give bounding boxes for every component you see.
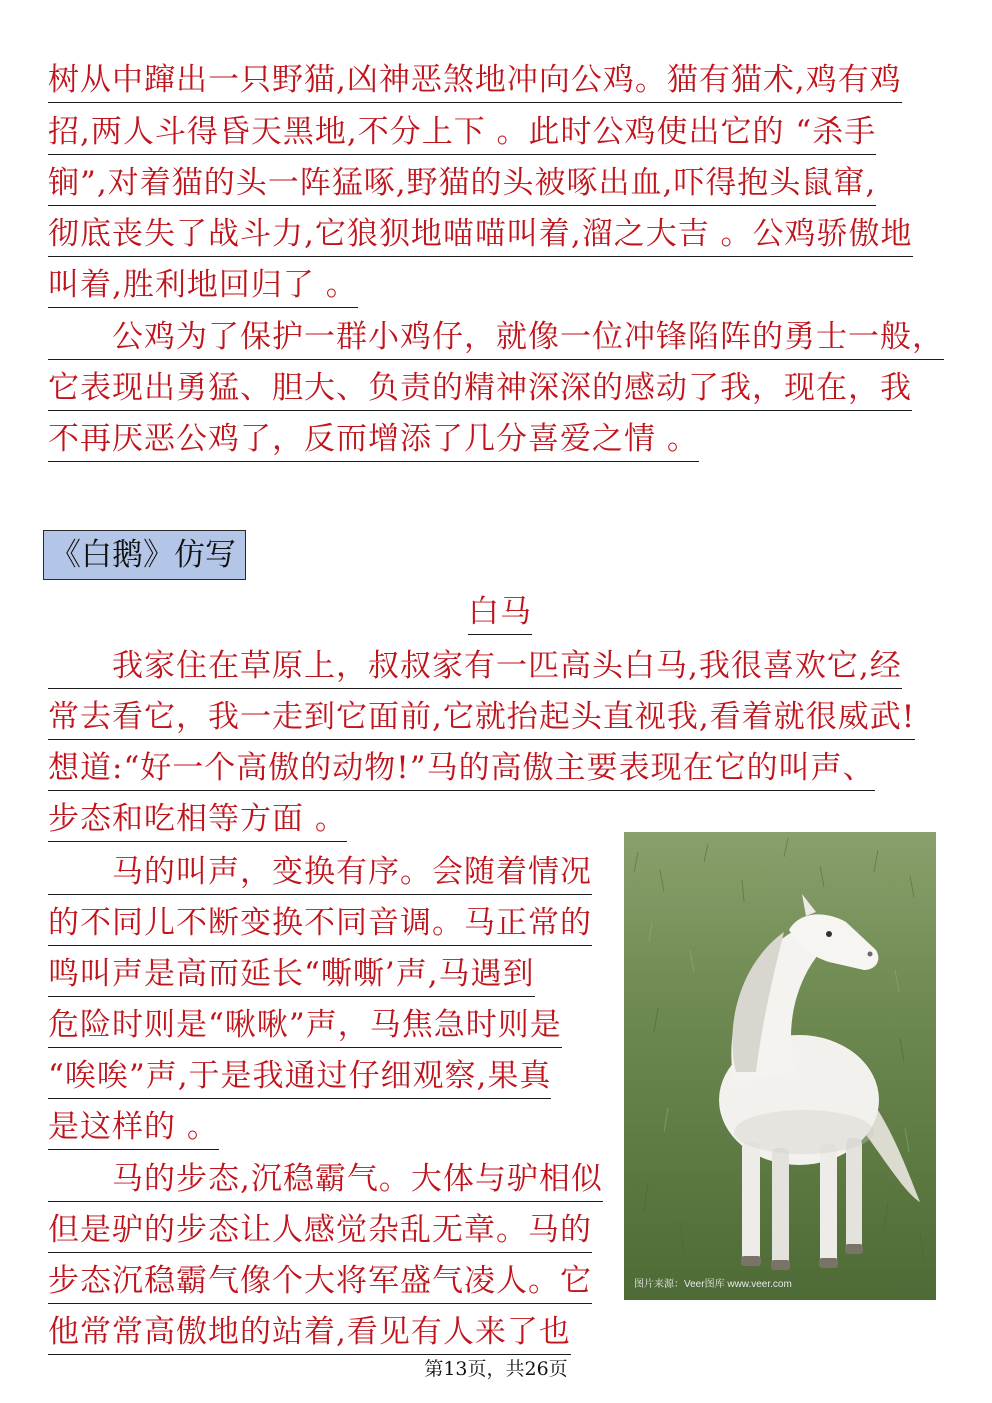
text-line: 的不同儿不断变换不同音调。马正常的 — [48, 903, 592, 946]
text-line: 但是驴的步态让人感觉杂乱无章。马的 — [48, 1210, 592, 1253]
text-line: 鸣叫声是高而延长“嘶嘶’声,马遇到 — [48, 954, 535, 997]
text-line: 马的步态,沉稳霸气。大体与驴相似 — [48, 1159, 603, 1202]
text-line: 步态沉稳霸气像个大将军盛气凌人。它 — [48, 1261, 592, 1304]
text-line: 它表现出勇猛、胆大、负责的精神深深的感动了我，现在，我 — [48, 368, 912, 411]
page-number: 第13页，共26页 — [424, 1358, 568, 1380]
text-line: 他常常高傲地的站着,看见有人来了也 — [48, 1312, 571, 1355]
text-line: 常去看它，我一走到它面前,它就抬起头直视我,看着就很威武! — [48, 697, 915, 740]
text-line: 马的叫声，变换有序。会随着情况 — [48, 852, 592, 895]
photo-credit: 图片来源：Veer图库 www.veer.com — [634, 1279, 792, 1290]
text-line: 危险时则是“啾啾”声，马焦急时则是 — [48, 1005, 562, 1048]
text-line: 是这样的 。 — [48, 1107, 219, 1150]
text-line: 招,两人斗得昏天黑地,不分上下 。此时公鸡使出它的 “杀手 — [48, 112, 876, 155]
white-horse-photo — [624, 832, 936, 1300]
horse-illustration — [624, 832, 936, 1300]
text-line: 叫着,胜利地回归了 。 — [48, 265, 358, 308]
text-line: 想道:“好一个高傲的动物!”马的高傲主要表现在它的叫声、 — [48, 748, 875, 791]
text-line: 锏”,对着猫的头一阵猛啄,野猫的头被啄出血,吓得抱头鼠窜, — [48, 163, 876, 206]
text-line: 我家住在草原上，叔叔家有一匹高头白马,我很喜欢它,经 — [48, 646, 902, 689]
text-line: 公鸡为了保护一群小鸡仔，就像一位冲锋陷阵的勇士一般， — [48, 317, 944, 360]
essay-title: 白马 — [468, 592, 532, 635]
text-line: 不再厌恶公鸡了，反而增添了几分喜爱之情 。 — [48, 419, 699, 462]
text-line: 树从中蹿出一只野猫,凶神恶煞地冲向公鸡。猫有猫术,鸡有鸡 — [48, 60, 902, 103]
section-label: 《白鹅》仿写 — [43, 530, 246, 580]
text-line: “唉唉”声,于是我通过仔细观察,果真 — [48, 1056, 551, 1099]
text-line: 步态和吃相等方面 。 — [48, 799, 347, 842]
text-line: 彻底丧失了战斗力,它狼狈地喵喵叫着,溜之大吉 。公鸡骄傲地 — [48, 214, 913, 257]
